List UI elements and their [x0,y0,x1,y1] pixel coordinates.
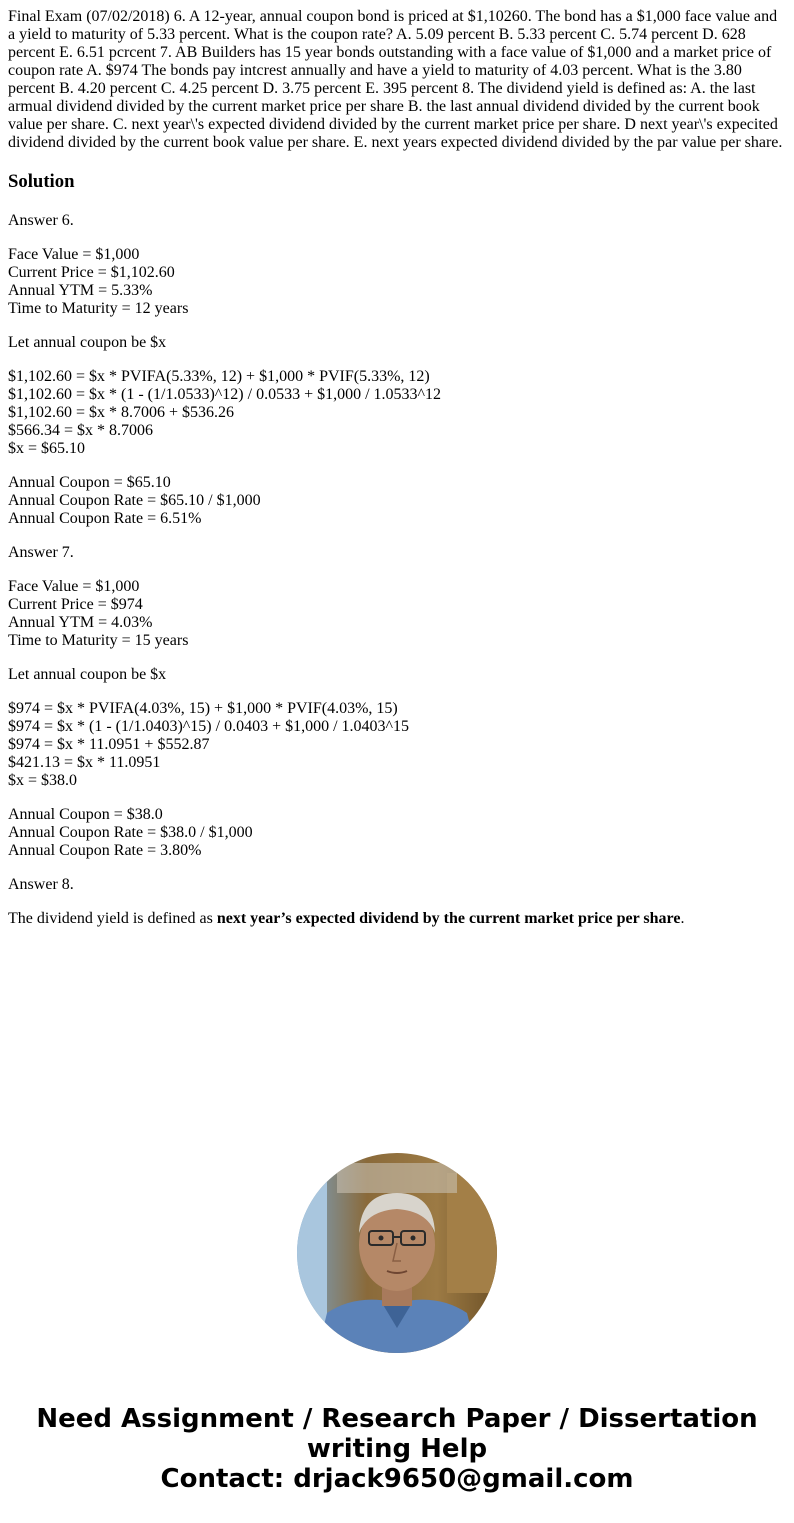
step-line: $566.34 = $x * 8.7006 [8,422,154,439]
step-line: $974 = $x * 11.0951 + $552.87 [8,736,210,753]
answer-7-result [8,806,786,860]
result-line: Annual Coupon Rate = 6.51% [8,510,202,527]
answer-6-steps [8,368,786,458]
answer-8-text-before: The dividend yield is defined as [8,910,217,927]
author-avatar [297,1153,497,1353]
result-line: Annual Coupon = $65.10 [8,474,171,491]
answer-6-given [8,246,786,318]
result-line: Annual Coupon Rate = $65.10 / $1,000 [8,492,261,509]
given-line: Face Value = $1,000 [8,578,140,595]
given-line: Time to Maturity = 15 years [8,632,189,649]
avatar-portrait-image [297,1153,497,1353]
step-line: $974 = $x * PVIFA(4.03%, 15) + $1,000 * PVIF(4.03%, 15) [8,700,398,717]
step-line: $1,102.60 = $x * 8.7006 + $536.26 [8,404,235,421]
answer-6-result [8,474,786,528]
answer-7-let: Let annual coupon be $x [8,666,167,683]
answer-8-text [8,910,786,928]
given-line: Current Price = $1,102.60 [8,264,175,281]
question-text: Final Exam (07/02/2018) 6. A 12-year, annual coupon bond is priced at $1,10260. The bond has a $1,000 face value and a yield to maturity of 5.33 percent. What is the coupon rate? A. 5.09 percent B. 5.33 percent C. 5.74 percent D. 628 percent E. 6.51 pcrcent 7. AB Builders has 15 year bonds outstanding with a face value of $1,000 and a market price of coupon rate A. $974 The bonds pay intcrest annually and have a yield to maturity of 4.03 percent. What is the 3.80 percent B. 4.20 percent C. 4.25 percent D. 3.75 percent E. 395 percent 8. The dividend yield is defined as: A. the last armual dividend divided by the current market price per share B. the last annual dividend divided by the current book value per share. C. next year\'s expected dividend divided by the current market price per share. D next year\'s expecited dividend divided by the current book value per share. E. next years expected dividend divided by the par value per share. [8,8,783,151]
given-line: Annual YTM = 4.03% [8,614,153,631]
step-line: $1,102.60 = $x * (1 - (1/1.0533)^12) / 0.0533 + $1,000 / 1.0533^12 [8,386,442,403]
answer-8-bold-definition: next year’s expected dividend by the current market price per share [216,910,681,927]
given-line: Annual YTM = 5.33% [8,282,153,299]
answer-8-title: Answer 8. [8,876,74,893]
answer-8-text-after: . [680,910,685,927]
answer-6-let: Let annual coupon be $x [8,334,167,351]
step-line: $x = $65.10 [8,440,86,457]
step-line: $1,102.60 = $x * PVIFA(5.33%, 12) + $1,000 * PVIF(5.33%, 12) [8,368,430,385]
result-line: Annual Coupon = $38.0 [8,806,163,823]
banner-contact-line: Contact: drjack9650@gmail.com [160,1464,634,1494]
answer-7-given [8,578,786,650]
answer-7-steps [8,700,786,790]
step-line: $974 = $x * (1 - (1/1.0403)^15) / 0.0403 + $1,000 / 1.0403^15 [8,718,410,735]
answer-7-title: Answer 7. [8,544,74,561]
solution-heading: Solution [8,171,75,192]
given-line: Time to Maturity = 12 years [8,300,189,317]
result-line: Annual Coupon Rate = $38.0 / $1,000 [8,824,253,841]
given-line: Current Price = $974 [8,596,143,613]
banner-line-2: writing Help [306,1434,488,1464]
given-line: Face Value = $1,000 [8,246,140,263]
result-line: Annual Coupon Rate = 3.80% [8,842,202,859]
banner-line-1: Need Assignment / Research Paper / Dissertation [36,1404,758,1434]
step-line: $421.13 = $x * 11.0951 [8,754,161,771]
answer-6-title: Answer 6. [8,212,74,229]
contact-banner [0,1404,794,1494]
step-line: $x = $38.0 [8,772,78,789]
